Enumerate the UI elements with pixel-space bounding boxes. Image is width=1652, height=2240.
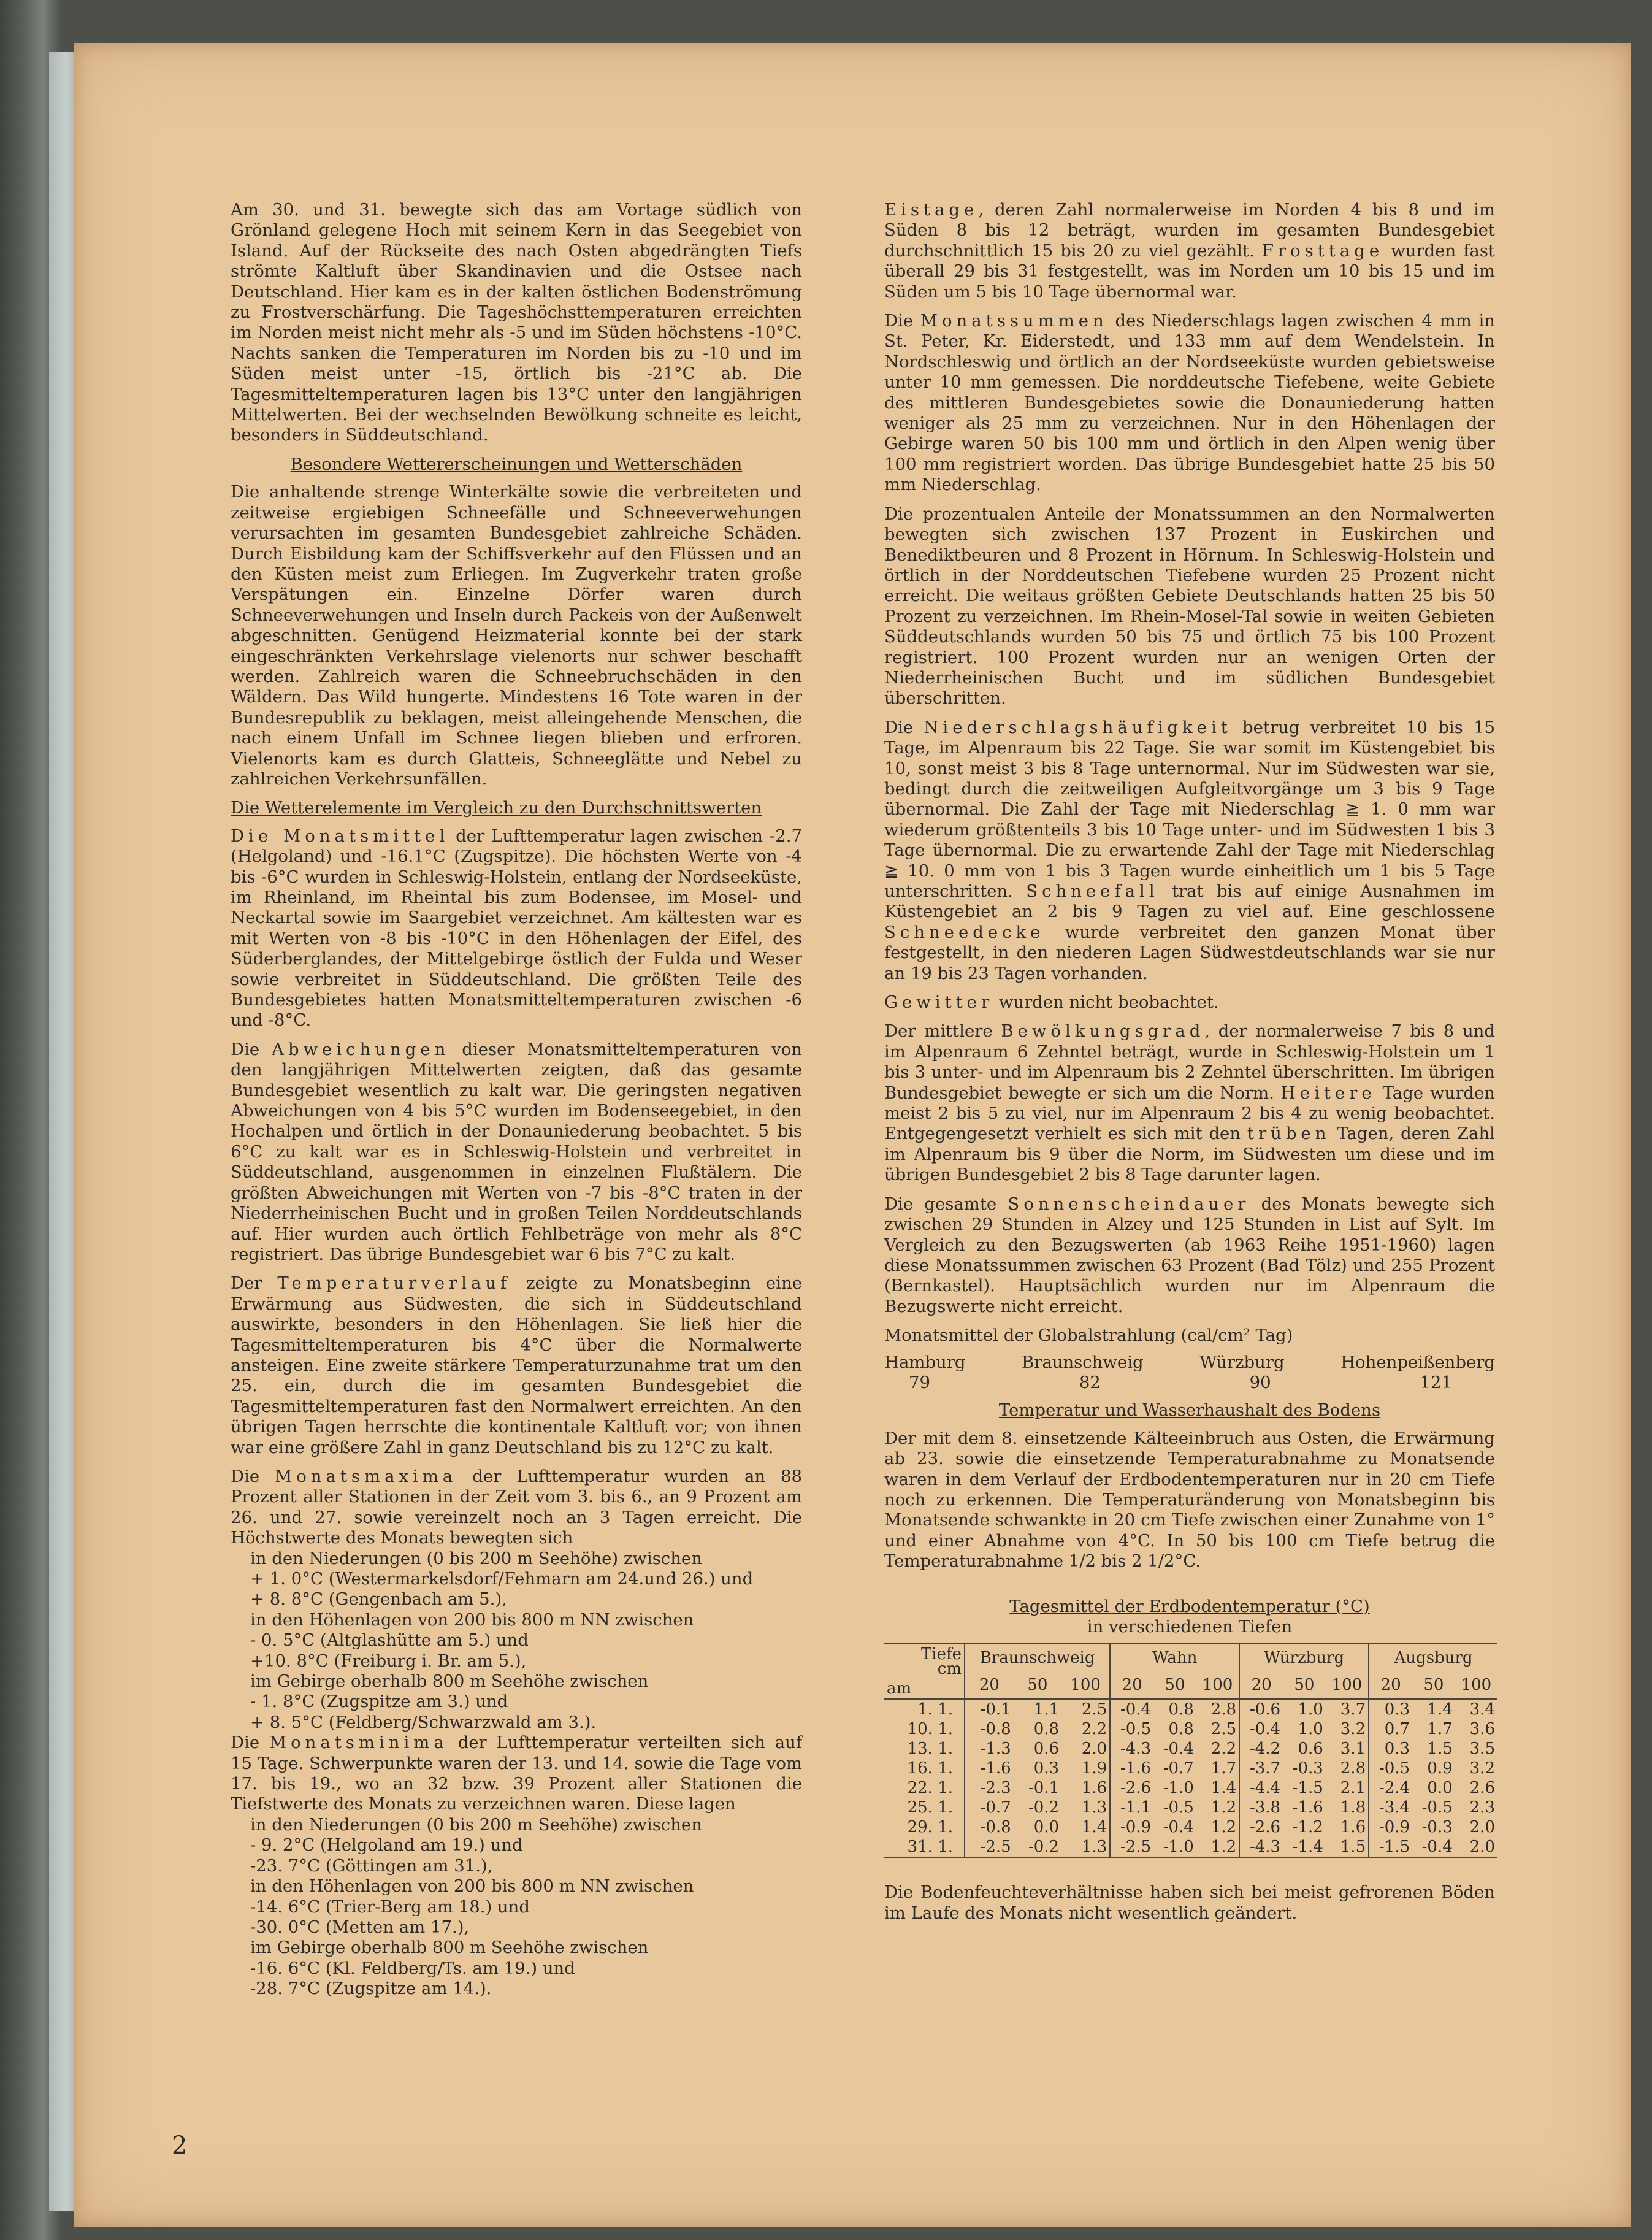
depth-header: 100	[1455, 1671, 1497, 1699]
table-cell: 1.2	[1210, 1798, 1237, 1817]
row-date: 13. 1.	[907, 1739, 953, 1759]
table-row	[884, 1778, 1497, 1798]
table-cell: -1.4	[1283, 1837, 1326, 1857]
right-column	[884, 200, 1495, 1932]
paragraph-monthly-minima: Die Monatsminima der Lufttemperatur verteilten sich auf 15 Tage. Schwerpunkte waren der 13. und 14. sowie die Tage vom 17. bis 19., wo an 32 bzw. 39 Prozent aller Stationen die Tiefstwerte des Monats zu verzeichnen waren. Diese lagen	[231, 1733, 802, 1814]
table-cell: -0.3	[1292, 1759, 1323, 1778]
table-cell: -4.4	[1239, 1778, 1283, 1798]
table-cell: 3.5	[1469, 1739, 1495, 1759]
table-cell: -0.7	[1163, 1759, 1194, 1778]
paragraph-deviations: Die Abweichungen dieser Monatsmitteltemperaturen von den langjährigen Mittelwerten zeigten, daß das gesamte Bundesgebiet wesentlich zu kalt war. Die geringsten negativen Abweichungen von 4 bis 5°C wurden im Bodenseegebiet, in den Hochalpen und örtlich in der Donauniederung beobachtet. 5 bis 6°C zu kalt war es in Schleswig-Holstein und verbreitet in Süddeutschland, ausgenommen in einzelnen Flußtälern. Die größten Abweichungen mit Werten von -7 bis -8°C traten in der Niederrheinischen Bucht und in großen Teilen Norddeutschlands auf. Hier wurden auch örtlich Fehlbeträge von mehr als 8°C registriert. Das übrige Bundesgebiet war 6 bis 7°C zu kalt.	[231, 1039, 803, 1264]
table-cell: -2.6	[1239, 1817, 1283, 1837]
term-schneedecke: Schneedecke	[884, 922, 1045, 942]
corner-depth-label: Tiefe	[920, 1645, 962, 1664]
station-value: 82	[1079, 1372, 1101, 1392]
table-cell: -2.6	[1110, 1778, 1153, 1798]
station-value: 79	[909, 1372, 930, 1392]
list-item: +10. 8°C (Freiburg i. Br. am 5.),	[250, 1651, 527, 1671]
depth-header: 100	[1326, 1671, 1369, 1699]
table-cell: 1.2	[1210, 1818, 1237, 1837]
term-eistage: Eistage	[884, 200, 979, 220]
table-cell: -1.1	[1110, 1798, 1153, 1817]
paragraph-ice-frost-days: Eistage, deren Zahl normalerweise im Norden 4 bis 8 und im Süden 8 bis 12 beträgt, wurden im gesamten Bundesgebiet durchschnittlich 15 bis 20 zu viel gezählt. Frosttage wurden fast überall 29 bis 31 festgestellt, was im Norden um 10 bis 15 und im Süden um 5 bis 10 Tage übernormal war.	[884, 200, 1495, 302]
global-radiation-stations	[884, 1352, 1495, 1373]
table-cell: -0.8	[965, 1817, 1014, 1837]
term-gewitter: Gewitter	[884, 992, 994, 1013]
term-monatsminima: Monatsminima	[269, 1733, 448, 1753]
table-cell: -1.6	[965, 1759, 1014, 1778]
table-cell: 1.4	[1081, 1818, 1107, 1837]
table-cell: -2.5	[1110, 1837, 1153, 1857]
depth-header: 20	[1369, 1671, 1412, 1699]
table-cell: 1.4	[1427, 1700, 1453, 1719]
table-cell: -0.4	[1163, 1818, 1194, 1837]
table-cell: -3.8	[1239, 1798, 1283, 1817]
list-item: -23. 7°C (Göttingen am 31.),	[250, 1855, 493, 1876]
table-cell: -4.3	[1110, 1739, 1153, 1759]
table-cell: -1.6	[1110, 1759, 1153, 1778]
term-abweichungen: Abweichungen	[272, 1039, 450, 1059]
table-cell: 0.8	[1168, 1700, 1194, 1719]
table-cell: 1.0	[1298, 1700, 1323, 1719]
depth-header: 20	[965, 1671, 1014, 1699]
table-cell: 2.1	[1340, 1779, 1366, 1798]
table-cell: 2.6	[1469, 1779, 1495, 1798]
table-cell: 1.7	[1210, 1759, 1237, 1778]
table-cell: 1.5	[1427, 1739, 1453, 1759]
paragraph-damages: Die anhaltende strenge Winterkälte sowie die verbreiteten und zeitweise ergiebigen Schneefälle und Schneeverwehungen verursachten im gesamten Bundesgebiet zahlreiche Schäden. Durch Eisbildung kam der Schiffsverkehr auf den Flüssen und an den Küsten meist zum Erliegen. Im Zugverkehr traten große Verspätungen ein. Einzelne Dörfer waren durch Schneeverwehungen und Inseln durch Packeis von der Außenwelt abgeschnitten. Genügend Heizmaterial konnte bei der stark eingeschränkten Verkehrslage vielenorts nur schwer beschafft werden. Zahlreich waren die Schneebruchschäden in den Wäldern. Das Wild hungerte. Mindestens 16 Tote waren in der Bundesrepublik zu beklagen, meist alleingehende Menschen, die nach einem Unfall im Schnee liegen blieben und erfroren. Vielenorts kam es durch Glatteis, Schneeglätte und Nebel zu zahlreichen Verkehrsunfällen.	[231, 482, 802, 789]
row-date: 1. 1.	[917, 1700, 953, 1719]
table-cell: 0.8	[1168, 1720, 1194, 1739]
list-item: - 9. 2°C (Helgoland am 19.) und	[250, 1835, 523, 1855]
table-row	[884, 1739, 1497, 1759]
row-date: 25. 1.	[907, 1798, 953, 1817]
table-cell: -2.4	[1369, 1778, 1412, 1798]
table-row	[884, 1817, 1497, 1837]
table-cell: 1.5	[1326, 1837, 1369, 1857]
list-item: -28. 7°C (Zugspitze am 14.).	[250, 1979, 492, 1999]
station-header: Augsburg	[1369, 1644, 1497, 1671]
maxima-list	[231, 1549, 802, 1733]
table-cell: 2.0	[1081, 1739, 1107, 1759]
table-cell: -4.2	[1239, 1739, 1283, 1759]
table-cell: 3.2	[1340, 1720, 1366, 1739]
table-cell: 0.9	[1427, 1759, 1453, 1778]
list-item: -16. 6°C (Kl. Feldberg/Ts. am 19.) und	[250, 1958, 575, 1978]
station-label: Hohenpeißenberg	[1340, 1352, 1495, 1372]
depth-header: 20	[1239, 1671, 1283, 1699]
paragraph-sunshine: Die gesamte Sonnenscheindauer des Monats bewegte sich zwischen 29 Stunden in Alzey und 125 Stunden in List auf Sylt. Im Vergleich zu den Bezugswerten (ab 1963 Reihe 1951-1960) lagen diese Monatssummen zwischen 63 Prozent (Bad Tölz) und 255 Prozent (Bernkastel). Hauptsächlich wurden nur im Alpenraum die Bezugswerte nicht erreicht.	[884, 1194, 1495, 1316]
table-cell: -1.2	[1292, 1818, 1323, 1837]
depth-header: 50	[1014, 1671, 1061, 1699]
table-cell: 1.3	[1081, 1798, 1107, 1817]
table-cell: -0.8	[965, 1719, 1014, 1739]
table-cell: -0.5	[1369, 1759, 1412, 1778]
table-subtitle: in verschiedenen Tiefen	[1087, 1617, 1293, 1636]
table-cell: -0.6	[1239, 1699, 1283, 1719]
table-cell: 0.3	[1033, 1759, 1060, 1778]
table-cell: -1.0	[1153, 1837, 1196, 1857]
list-item: in den Niederungen (0 bis 200 m Seehöhe) zwischen	[250, 1814, 702, 1835]
paragraph-monthly-maxima: Die Monatsmaxima der Lufttemperatur wurden an 88 Prozent aller Stationen in der Zeit vom 3. bis 6., an 9 Prozent am 26. und 27. sowie vereinzelt noch an 3 Tagen erreicht. Die Höchstwerte des Monats bewegten sich	[231, 1466, 803, 1548]
term-monatsmaxima: Monatsmaxima	[275, 1466, 457, 1486]
station-label: Hamburg	[884, 1352, 966, 1372]
global-radiation-values	[884, 1373, 1495, 1393]
table-cell: -3.4	[1369, 1798, 1412, 1817]
table-row	[884, 1837, 1497, 1857]
table-cell: -1.0	[1163, 1779, 1194, 1798]
list-item: in den Höhenlagen von 200 bis 800 m NN zwischen	[250, 1609, 694, 1630]
table-cell: 0.6	[1033, 1739, 1060, 1759]
depth-header: 100	[1196, 1671, 1239, 1699]
minima-list	[231, 1815, 802, 2000]
table-cell: -4.3	[1239, 1837, 1283, 1857]
row-date: 10. 1.	[907, 1720, 953, 1739]
station-header: Wahn	[1110, 1644, 1239, 1671]
table-cell: -1.5	[1292, 1779, 1323, 1798]
list-item: + 8. 8°C (Gengenbach am 5.),	[250, 1589, 507, 1609]
table-cell: 3.7	[1340, 1700, 1366, 1719]
table-cell: 3.2	[1469, 1759, 1495, 1778]
term-niederschlagshaeufigkeit: Niederschlagshäufigkeit	[924, 717, 1232, 737]
global-radiation-title: Monatsmittel der Globalstrahlung (cal/cm² Tag)	[884, 1325, 1293, 1346]
table-cell: -0.1	[1028, 1779, 1060, 1798]
depth-header: 50	[1153, 1671, 1196, 1699]
table-cell: 0.8	[1033, 1720, 1060, 1739]
table-cell: 2.2	[1081, 1720, 1107, 1739]
soil-table-body	[884, 1699, 1497, 1857]
list-item: in den Höhenlagen von 200 bis 800 m NN zwischen	[250, 1876, 694, 1897]
station-header: Würzburg	[1239, 1644, 1369, 1671]
table-cell: 1.6	[1340, 1818, 1366, 1837]
table-title: Tagesmittel der Erdbodentemperatur (°C)	[1009, 1596, 1370, 1616]
depth-header: 20	[1110, 1671, 1153, 1699]
left-column	[231, 200, 802, 2000]
list-item: - 1. 8°C (Zugspitze am 3.) und	[250, 1692, 508, 1712]
table-cell: 2.5	[1081, 1700, 1107, 1719]
table-cell: -0.3	[1421, 1818, 1453, 1837]
table-cell: 3.4	[1469, 1700, 1495, 1719]
table-row	[884, 1798, 1497, 1817]
table-row	[884, 1699, 1497, 1719]
table-cell: 1.4	[1210, 1779, 1237, 1798]
heading-weather-elements: Die Wetterelemente im Vergleich zu den Durchschnittswerten	[231, 798, 762, 818]
paragraph-soil-temperature: Der mit dem 8. einsetzende Kälteeinbruch aus Osten, die Erwärmung ab 23. sowie die einsetzende Temperaturabnahme zu Monatsende waren in dem Verlauf der Erdbodentemperaturen nur in 20 cm Tiefe noch zu erkennen. Die Temperaturänderung von Monatsbeginn bis Monatsende schwankte in 20 cm Tiefe zwischen einer Zunahme von 1° und einer Abnahme von 4°C. In 50 bis 100 cm Tiefe betrug die Temperaturabnahme 1/2 bis 2 1/2°C.	[884, 1428, 1495, 1571]
table-cell: -1.5	[1369, 1837, 1412, 1857]
row-date: 31. 1.	[884, 1837, 965, 1857]
paragraph-monthly-means: Die Monatsmittel der Lufttemperatur lagen zwischen -2.7 (Helgoland) und -16.1°C (Zugspitze). Die höchsten Werte von -4 bis -6°C wurden in Schleswig-Holstein, entlang der Nordseeküste, im Rheinland, im Rheintal bis zum Bodensee, im Mosel- und Neckartal sowie im Saargebiet verzeichnet. Am kältesten war es mit Werten von -8 bis -10°C in den Höhenlagen der Eifel, des Süderberglandes, der Mittelgebirge östlich der Fulda und Weser sowie verbreitet in Süddeutschland. Die größten Teile des Bundesgebietes hatten Monatsmitteltemperaturen zwischen -6 und -8°C.	[231, 826, 802, 1030]
table-cell: -3.7	[1239, 1759, 1283, 1778]
term-trueben: trüben	[1247, 1124, 1331, 1144]
heading-weather-damages: Besondere Wettererscheinungen und Wetterschäden	[290, 454, 743, 474]
table-corner	[884, 1644, 965, 1699]
term-bewoelkungsgrad: Bewölkungsgrad	[1001, 1021, 1205, 1041]
term-schneefall: Schneefall	[1026, 881, 1159, 901]
term-monatssummen: Monatssummen	[920, 311, 1108, 331]
paragraph-precipitation-percent: Die prozentualen Anteile der Monatssummen an den Normalwerten bewegten sich zwischen 137 Prozent in Euskirchen und Benediktbeuren und 8 Prozent in Hörnum. In Schleswig-Holstein und örtlich in der Norddeutschen Tiefebene wurden 25 Prozent nicht erreicht. Die weitaus größten Gebiete Deutschlands hatten 25 bis 50 Prozent zu verzeichnen. Im Rhein-Mosel-Tal sowie in weiten Gebieten Süddeutschlands wurden 50 bis 75 und örtlich 75 bis 100 Prozent registriert. 100 Prozent wurden nur an wenigen Orten der Niederrheinischen Bucht und im südlichen Bundesgebiet überschritten.	[884, 504, 1495, 708]
table-row	[884, 1759, 1497, 1778]
table-cell: 0.3	[1369, 1739, 1412, 1759]
row-date: 16. 1.	[907, 1759, 953, 1778]
station-header: Braunschweig	[965, 1644, 1110, 1671]
table-cell: 0.0	[1427, 1779, 1453, 1798]
table-cell: -0.9	[1369, 1817, 1412, 1837]
table-cell: 1.2	[1196, 1837, 1239, 1857]
row-date: 29. 1.	[907, 1818, 953, 1837]
table-cell: 0.0	[1033, 1818, 1060, 1837]
term-frosttage: Frosttage	[1261, 240, 1384, 261]
table-cell: 2.0	[1469, 1818, 1495, 1837]
list-item: + 8. 5°C (Feldberg/Schwarzwald am 3.).	[250, 1712, 597, 1732]
table-cell: -2.5	[965, 1837, 1014, 1857]
list-item: im Gebirge oberhalb 800 m Seehöhe zwischen	[250, 1671, 649, 1692]
table-cell: 3.6	[1469, 1720, 1495, 1739]
term-temperaturverlauf: Temperaturverlauf	[277, 1273, 511, 1294]
station-label: Braunschweig	[1021, 1352, 1144, 1372]
list-item: -14. 6°C (Trier-Berg am 18.) und	[250, 1897, 530, 1917]
page-number: 2	[172, 2131, 188, 2160]
table-cell: -0.9	[1110, 1817, 1153, 1837]
table-cell: 1.6	[1081, 1779, 1107, 1798]
list-item: + 1. 0°C (Westermarkelsdorf/Fehmarn am 24.und 26.) und	[250, 1569, 754, 1589]
table-cell: 1.3	[1061, 1837, 1110, 1857]
table-cell: 2.0	[1455, 1837, 1497, 1857]
table-cell: -2.3	[965, 1778, 1014, 1798]
table-cell: 1.8	[1340, 1798, 1366, 1817]
table-cell: 1.7	[1427, 1720, 1453, 1739]
table-cell: -1.3	[965, 1739, 1014, 1759]
table-cell: -0.2	[1014, 1837, 1061, 1857]
table-cell: -0.4	[1239, 1719, 1283, 1739]
station-value: 121	[1420, 1372, 1452, 1392]
paragraph-temperature-course: Der Temperaturverlauf zeigte zu Monatsbeginn eine Erwärmung aus Südwesten, die sich in Süddeutschland auswirkte, besonders in den Höhenlagen. Sie ließ hier die Tagesmitteltemperaturen bis 4°C über die Normalwerte ansteigen. Eine zweite stärkere Temperaturzunahme trat um den 25. ein, durch die im gesamten Bundesgebiet die Tagesmitteltemperaturen fast den Normalwert erreichten. An den übrigen Tagen herrschte die kontinentale Kaltluft vor; von ihnen war eine größere Zahl in ganz Deutschland bis zu 12°C zu kalt.	[231, 1273, 802, 1457]
paragraph-frost-intensification: Am 30. und 31. bewegte sich das am Vortage südlich von Grönland gelegene Hoch mit seinem Kern in das Seegebiet von Island. Auf der Rückseite des nach Osten abgedrängten Tiefs strömte Kaltluft über Skandinavien und die Ostsee nach Deutschland. Hier kam es in der kalten östlichen Bodenströmung zu Frostverschärfung. Die Tageshöchsttemperaturen erreichten im Norden meist nicht mehr als -5 und im Süden höchstens -10°C. Nachts sanken die Temperaturen im Norden bis zu -10 und im Süden meist unter -15, örtlich bis -21°C ab. Die Tagesmitteltemperaturen lagen bis 13°C unter den langjährigen Mittelwerten. Bei der wechselnden Bewölkung schneite es leicht, besonders in Süddeutschland.	[231, 200, 802, 445]
depth-header-row	[884, 1671, 1497, 1699]
table-cell: 1.1	[1033, 1700, 1060, 1719]
table-cell: 1.0	[1298, 1720, 1323, 1739]
list-item: -30. 0°C (Metten am 17.),	[250, 1917, 470, 1937]
list-item: im Gebirge oberhalb 800 m Seehöhe zwischen	[250, 1938, 649, 1958]
paragraph-thunderstorms: Gewitter wurden nicht beobachtet.	[884, 992, 1219, 1013]
term-heitere: Heitere	[1280, 1083, 1376, 1103]
depth-header: 100	[1061, 1671, 1110, 1699]
table-cell: -1.6	[1292, 1798, 1323, 1817]
table-cell: 0.3	[1369, 1699, 1412, 1719]
paragraph-soil-moisture: Die Bodenfeuchteverhältnisse haben sich bei meist gefrorenen Böden im Laufe des Monats nicht wesentlich geändert.	[884, 1882, 1495, 1923]
soil-temperature-table	[884, 1643, 1497, 1858]
corner-unit-label: cm	[937, 1660, 962, 1679]
table-cell: 2.5	[1210, 1720, 1237, 1739]
row-date: 22. 1.	[907, 1779, 953, 1798]
table-cell: -0.2	[1028, 1798, 1060, 1817]
table-cell: -0.5	[1110, 1719, 1153, 1739]
table-cell: -0.4	[1110, 1699, 1153, 1719]
table-cell: -0.7	[965, 1798, 1014, 1817]
table-cell: 2.3	[1469, 1798, 1495, 1817]
paragraph-precipitation-frequency: Die Niederschlagshäufigkeit betrug verbreitet 10 bis 15 Tage, im Alpenraum bis 22 Tage. Sie war somit im Küstengebiet bis 10, sonst meist 3 bis 8 Tage unternormal. Nur im Südwesten war sie, bedingt durch die zeitweiligen Aufgleitvorgänge um 3 bis 9 Tage übernormal. Die Zahl der Tage mit Niederschlag ≧ 1. 0 mm war wiederum größtenteils 3 bis 10 Tage unter- und im Südwesten 1 bis 3 Tage übernormal. Die zu erwartende Zahl der Tage mit Niederschlag ≧ 10. 0 mm von 1 bis 3 Tagen wurde einheitlich um 1 bis 5 Tage unterschritten. Schneefall trat bis auf einige Ausnahmen im Küstengebiet an 2 bis 9 Tagen zu viel auf. Eine geschlossene Schneedecke wurde verbreitet den ganzen Monat über festgestellt, in den niederen Lagen Südwestdeutschlands war sie nur an 19 bis 23 Tagen vorhanden.	[884, 717, 1496, 983]
table-cell: 2.2	[1210, 1739, 1237, 1759]
table-cell: 1.9	[1081, 1759, 1107, 1778]
station-value: 90	[1249, 1372, 1271, 1392]
table-cell: 0.6	[1298, 1739, 1323, 1759]
table-cell: -0.1	[965, 1699, 1014, 1719]
table-cell: 3.1	[1340, 1739, 1366, 1759]
table-cell: 2.8	[1340, 1759, 1366, 1778]
heading-soil-temperature: Temperatur und Wasserhaushalt des Bodens	[998, 1400, 1381, 1421]
table-cell: -0.4	[1163, 1739, 1194, 1759]
table-cell: -0.4	[1412, 1837, 1455, 1857]
paragraph-precipitation-sums: Die Monatssummen des Niederschlags lagen zwischen 4 mm in St. Peter, Kr. Eiderstedt, und 133 mm auf dem Wendelstein. In Nordschleswig und örtlich an der Nordseeküste wurden gebietsweise unter 10 mm gemessen. Die norddeutsche Tiefebene, weite Gebiete des mittleren Bundesgebietes sowie die Donauniederung hatten weniger als 25 mm zu verzeichnen. Nur in den Höhenlagen der Gebirge waren 50 bis 100 mm und örtlich in den Alpen wenig über 100 mm registriert worden. Das übrige Bundesgebiet hatte 25 bis 50 mm Niederschlag.	[884, 311, 1495, 495]
term-sonnenscheindauer: Sonnenscheindauer	[1008, 1194, 1250, 1214]
depth-header: 50	[1412, 1671, 1455, 1699]
table-cell: 0.7	[1369, 1719, 1412, 1739]
paragraph-cloudiness: Der mittlere Bewölkungsgrad, der normalerweise 7 bis 8 und im Alpenraum 6 Zehntel beträgt, wurde in Schleswig-Holstein um 1 bis 3 unter- und im Alpenraum bis 2 Zehntel überschritten. Im übrigen Bundesgebiet bewegte er sich um die Norm. Heitere Tage wurden meist 2 bis 5 zu viel, nur im Alpenraum 2 bis 4 zu wenig beobachtet. Entgegengesetzt verhielt es sich mit den trüben Tagen, deren Zahl im Alpenraum bis 9 über die Norm, im Südwesten um diese und im übrigen Bundesgebiet 2 bis 8 Tage darunter lagen.	[884, 1021, 1496, 1185]
corner-date-label: am	[887, 1679, 912, 1698]
depth-header: 50	[1283, 1671, 1326, 1699]
list-item: - 0. 5°C (Altglashütte am 5.) und	[250, 1630, 529, 1651]
table-cell: -0.5	[1421, 1798, 1453, 1817]
table-cell: -0.5	[1163, 1798, 1194, 1817]
list-item: in den Niederungen (0 bis 200 m Seehöhe) zwischen	[250, 1548, 702, 1568]
station-label: Würzburg	[1199, 1352, 1285, 1372]
term-monatsmittel: Die Monatsmittel	[231, 826, 449, 846]
table-row	[884, 1719, 1497, 1739]
table-cell: 2.8	[1210, 1700, 1237, 1719]
